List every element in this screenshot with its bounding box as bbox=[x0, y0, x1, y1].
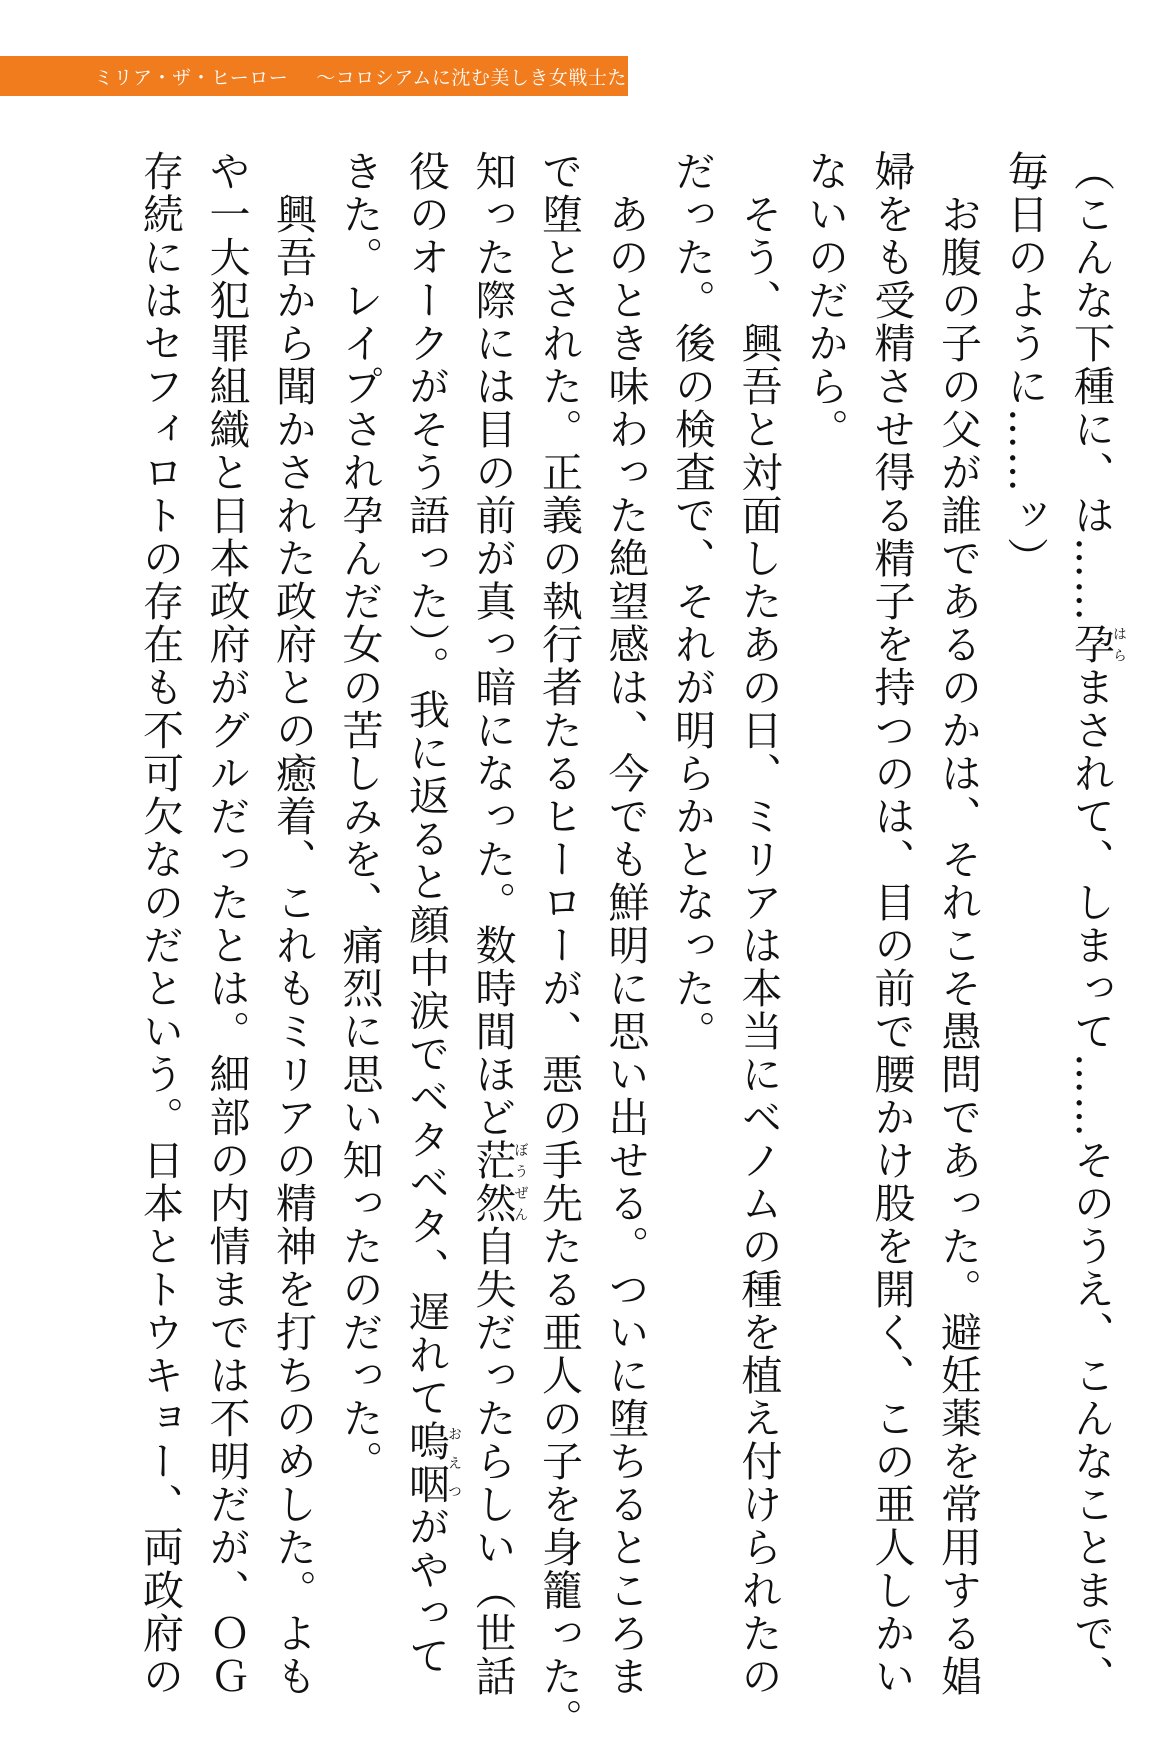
ruby-reading: ぼうぜん bbox=[512, 1139, 529, 1225]
ruby-reading: おえつ bbox=[446, 1419, 462, 1506]
ruby-word bbox=[402, 1419, 462, 1506]
ruby-base: 嗚咽 bbox=[402, 1419, 450, 1506]
paragraph bbox=[659, 150, 792, 1698]
running-header bbox=[0, 56, 666, 96]
text-run: まされて、しまって……そのうえ、こんなことまで、 毎日のように……ッ） bbox=[1000, 150, 1115, 1698]
vertical-body-text bbox=[36, 150, 1127, 1741]
paragraph bbox=[326, 150, 659, 1741]
text-run: あのとき味わった絶望感は、今でも鮮明に思い出せる。ついに堕ちるところま で堕とされた。正義の執行者たるヒーローが、悪の手先たる亜人の子を身籠った。 知った際には目の前が真っ暗になった。数時間ほど bbox=[468, 150, 650, 1741]
text-run: お腹の子の父が誰であるのかは、それこそ愚問であった。避妊薬を常用する娼 婦をも受精させ得る精子を持つのは、目の前で腰かけ股を開く、この亜人しかい ないのだから。 bbox=[801, 150, 982, 1698]
ruby-base: 孕 bbox=[1067, 623, 1115, 666]
text-run: そう、興吾と対面したあの日、ミリアは本当にベノムの種を植え付けられたの だった。後の検査で、それが明らかとなった。 bbox=[668, 150, 783, 1698]
text-run: （こんな下種に、は…… bbox=[1067, 150, 1115, 623]
text-run: がやって きた。レイプされ孕んだ女の苦しみを、痛烈に思い知ったのだった。 bbox=[335, 150, 450, 1678]
ruby-reading: はら bbox=[1111, 623, 1127, 666]
paragraph bbox=[127, 150, 327, 1698]
text-run: 興吾から聞かされた政府との癒着、これもミリアの精神を打ちのめした。よも や一大犯罪組織と日本政府がグルだったとは。細部の内情までは不明だが、ＯＧ 存続にはセフィロトの存在も不可欠なのだという。日本とトウキョー、両政府の bbox=[136, 150, 317, 1698]
header-subtitle: 〜コロシアムに沈む美しき女戦士たち〜 bbox=[316, 66, 666, 89]
paragraph bbox=[991, 150, 1127, 1698]
header-title: ミリア・ザ・ヒーロー bbox=[94, 66, 289, 89]
ruby-base: 茫然 bbox=[468, 1139, 517, 1225]
ruby-word bbox=[1067, 623, 1127, 666]
text-run: 自失だったらしい（世話 役のオークがそう語った）。我に返ると顔中涙でベタベタ、遅れて bbox=[402, 150, 517, 1698]
paragraph bbox=[792, 150, 992, 1698]
ruby-word bbox=[468, 1139, 529, 1225]
